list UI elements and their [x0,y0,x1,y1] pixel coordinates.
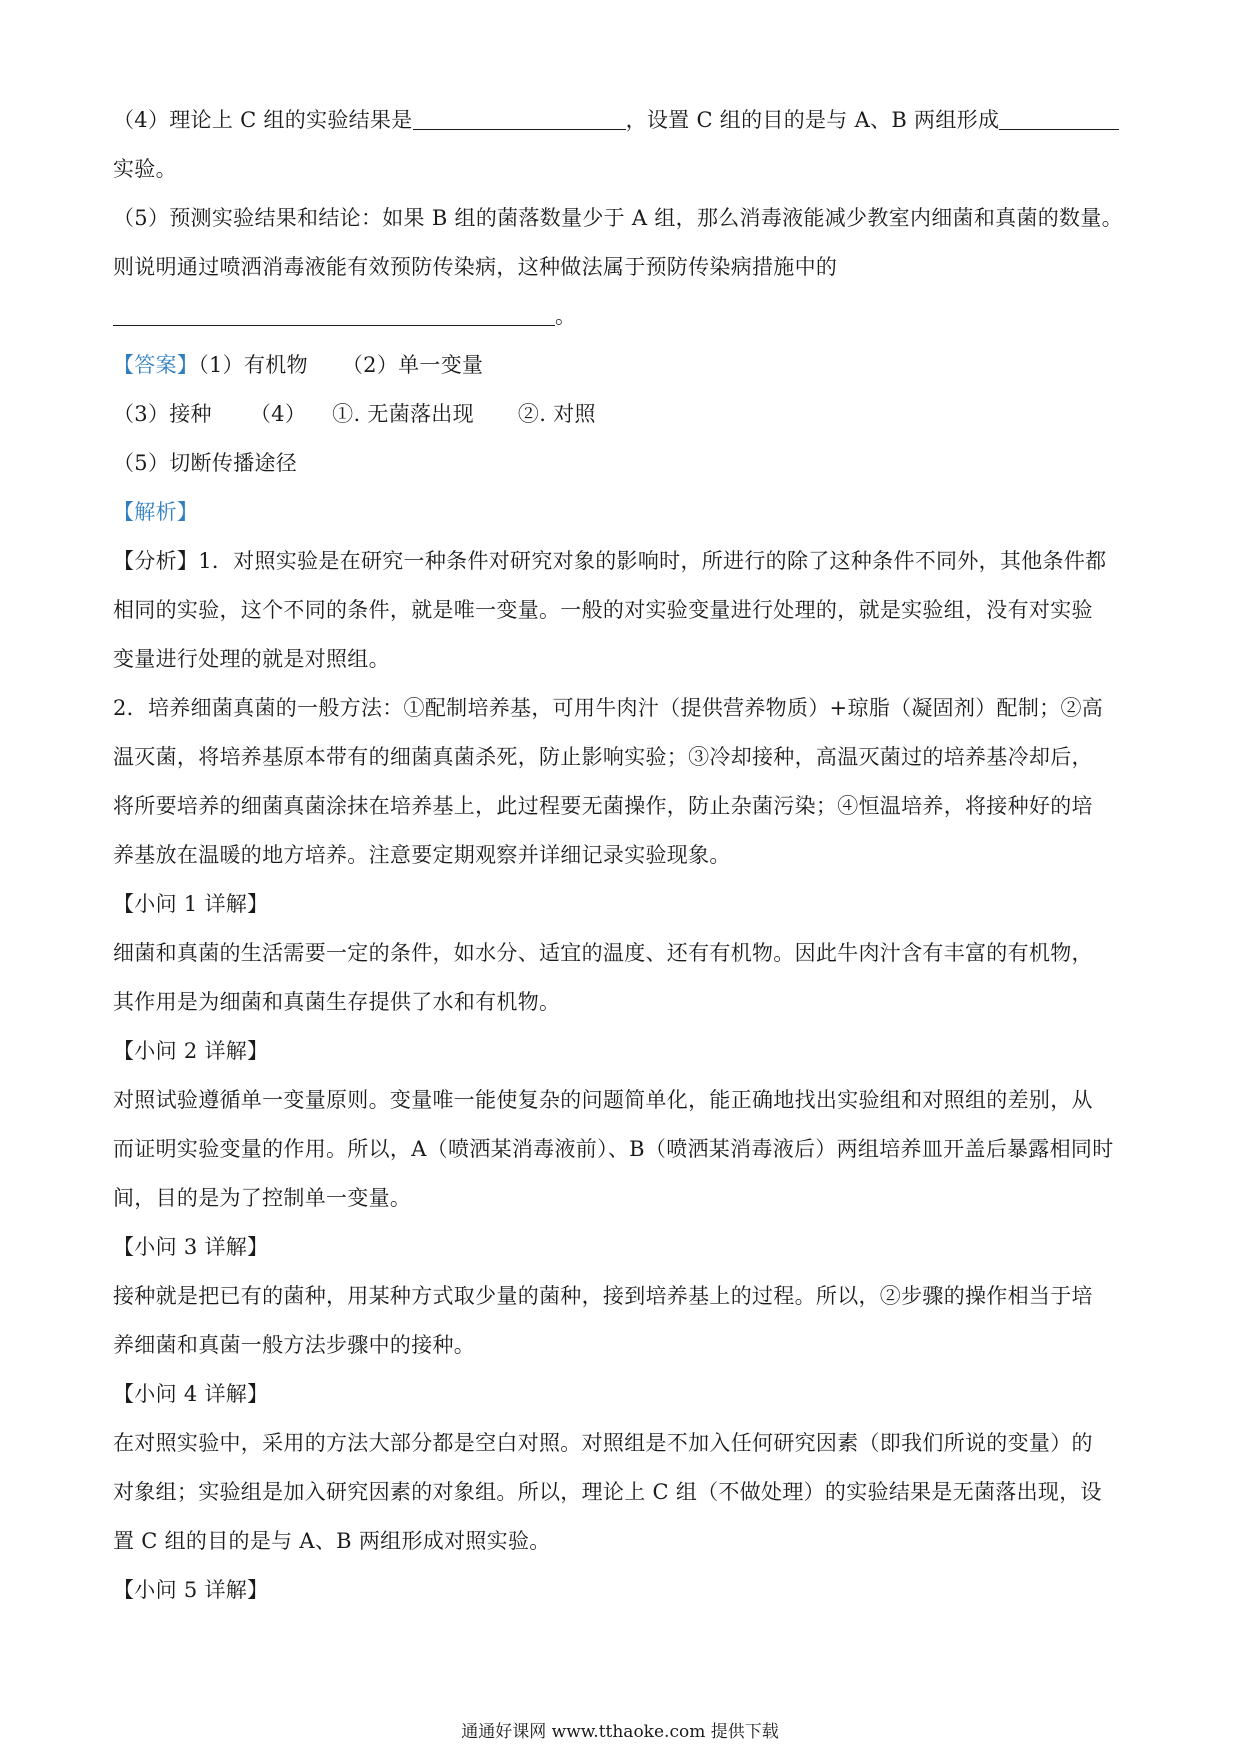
answer-3: （3）接种 [113,402,212,426]
subquestion-4-line: 在对照实验中，采用的方法大部分都是空白对照。对照组是不加入任何研究因素（即我们所说的变量）的 [113,1431,1093,1455]
q5-text-3: 。 [555,304,577,328]
q4-text-1: （4）理论上 C 组的实验结果是 [113,108,413,132]
answer-4-1: ①. 无菌落出现 [332,402,474,426]
answer-2: （2）单一变量 [341,353,484,377]
subquestion-4-title: 【小问 4 详解】 [113,1382,269,1406]
answer-blank [413,107,626,130]
answer-line-2 [113,390,1128,439]
analysis-tag: 【解析】 [113,500,199,524]
analysis-line: 温灭菌，将培养基原本带有的细菌真菌杀死，防止影响实验；③冷却接种，高温灭菌过的培养基冷却后， [113,745,1093,769]
answer-4: （4） [249,402,307,426]
subquestion-2-line: 间，目的是为了控制单一变量。 [113,1186,412,1210]
answer-blank [999,107,1119,130]
subquestion-1-title: 【小问 1 详解】 [113,892,269,916]
analysis-heading [113,488,1128,537]
subquestion-1-line: 细菌和真菌的生活需要一定的条件，如水分、适宜的温度、还有有机物。因此牛肉汁含有丰富的有机物， [113,941,1093,965]
q5-text-1: （5）预测实验结果和结论：如果 B 组的菌落数量少于 A 组，那么消毒液能减少教室内细菌和真菌的数量。 [113,206,1123,230]
subquestion-1-line: 其作用是为细菌和真菌生存提供了水和有机物。 [113,990,561,1014]
answer-line-3 [113,439,1128,488]
page-content [113,96,1128,1615]
page-footer: 通通好课网 www.tthaoke.com 提供下载 [461,1722,779,1742]
subquestion-2-line: 而证明实验变量的作用。所以，A（喷洒某消毒液前）、B（喷洒某消毒液后）两组培养皿开盖后暴露相同时 [113,1137,1114,1161]
question-5-line-3 [113,292,1128,341]
question-5-line [113,194,1128,243]
q5-text-2: 则说明通过喷洒消毒液能有效预防传染病，这种做法属于预防传染病措施中的 [113,255,838,279]
answer-4-2: ②. 对照 [517,402,596,426]
answer-blank [113,303,555,326]
subquestion-2-title: 【小问 2 详解】 [113,1039,269,1063]
analysis-line: 养基放在温暖的地方培养。注意要定期观察并详细记录实验现象。 [113,843,731,867]
subquestion-4-line: 置 C 组的目的是与 A、B 两组形成对照实验。 [113,1529,551,1553]
subquestion-3-title: 【小问 3 详解】 [113,1235,269,1259]
analysis-line: 变量进行处理的就是对照组。 [113,647,390,671]
analysis-line: 2．培养细菌真菌的一般方法：①配制培养基，可用牛肉汁（提供营养物质）+琼脂（凝固剂）配制；②高 [113,696,1104,720]
analysis-line: 【分析】1．对照实验是在研究一种条件对研究对象的影响时，所进行的除了这种条件不同外，其他条件都 [113,549,1107,573]
subquestion-2-line: 对照试验遵循单一变量原则。变量唯一能使复杂的问题简单化，能正确地找出实验组和对照组的差别，从 [113,1088,1093,1112]
answer-line-1 [113,341,1128,390]
q4-text-2: ，设置 C 组的目的是与 A、B 两组形成 [625,108,1000,132]
question-4-line [113,96,1128,145]
q4-text-3: 实验。 [113,157,177,181]
question-4-line-2 [113,145,1128,194]
subquestion-3-line: 接种就是把已有的菌种，用某种方式取少量的菌种，接到培养基上的过程。所以，②步骤的操作相当于培 [113,1284,1093,1308]
question-5-line-2 [113,243,1128,292]
answer-1: （1）有机物 [198,353,308,377]
subquestion-5-title: 【小问 5 详解】 [113,1578,269,1602]
analysis-line: 将所要培养的细菌真菌涂抹在培养基上，此过程要无菌操作，防止杂菌污染；④恒温培养，将接种好的培 [113,794,1093,818]
analysis-line: 相同的实验，这个不同的条件，就是唯一变量。一般的对实验变量进行处理的，就是实验组，没有对实验 [113,598,1093,622]
subquestion-3-line: 养细菌和真菌一般方法步骤中的接种。 [113,1333,476,1357]
answer-5: （5）切断传播途径 [113,451,298,475]
subquestion-4-line: 对象组；实验组是加入研究因素的对象组。所以，理论上 C 组（不做处理）的实验结果是无菌落出现，设 [113,1480,1102,1504]
answer-tag: 【答案】 [113,353,199,377]
